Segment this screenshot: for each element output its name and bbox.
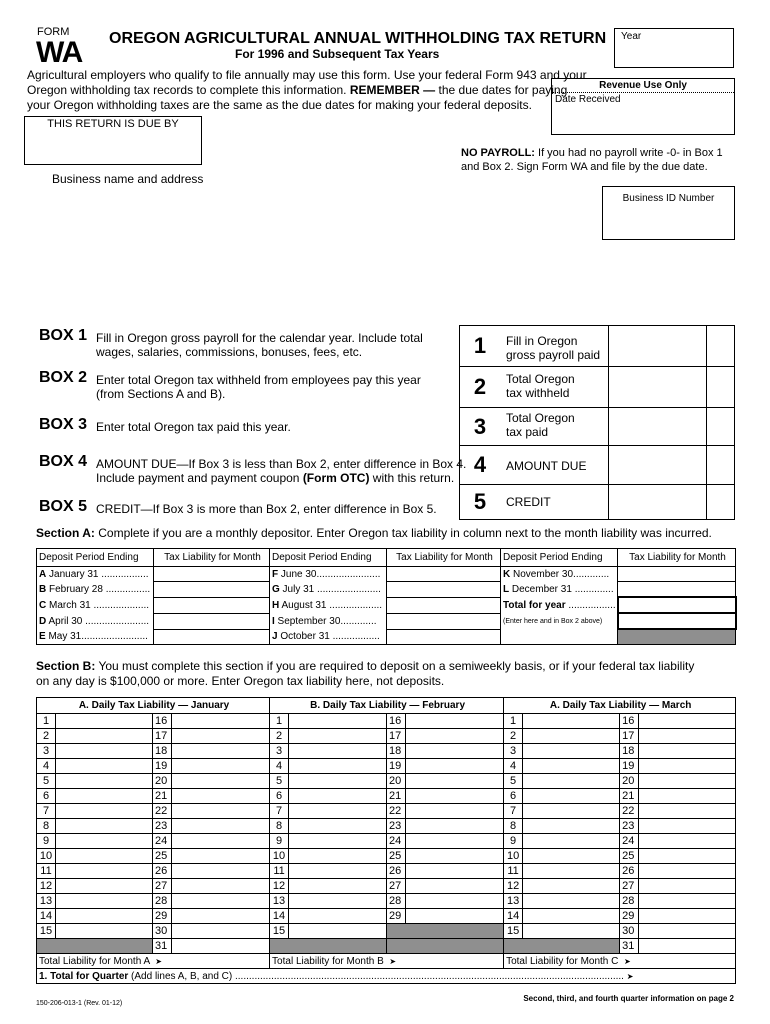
sb-feb-day-num: 29 [387,909,406,924]
sb-feb-day-num: 21 [387,789,406,804]
sb-feb-day-num: 19 [387,759,406,774]
sb-jan-day-field[interactable] [172,909,270,924]
sb-feb-day-num: 5 [270,774,289,789]
sa-shaded [618,629,736,645]
sa-liab-b[interactable] [154,582,270,598]
sb-feb-day-num: 6 [270,789,289,804]
sb-jan-day-num: 12 [37,879,56,894]
sb-jan-day-num: 19 [153,759,172,774]
sb-jan-day-num: 26 [153,864,172,879]
sb-mar-day-field[interactable] [639,819,736,834]
sb-jan-day-num: 8 [37,819,56,834]
sb-mar-day-field[interactable] [639,879,736,894]
sb-jan-day-field[interactable] [56,834,153,849]
sb-mar-day-field[interactable] [639,774,736,789]
sa-liab-j[interactable] [387,629,501,645]
page-2-note: Second, third, and fourth quarter information on page 2 [523,994,734,1003]
sb-feb-day-num: 20 [387,774,406,789]
sb-feb-shaded [387,939,504,954]
form-subtitle: For 1996 and Subsequent Tax Years [235,47,440,61]
sb-jan-day-num: 14 [37,909,56,924]
sb-feb-day-num: 9 [270,834,289,849]
box1-number: 1 [473,333,487,358]
box4-field[interactable] [459,445,735,485]
sa-h-period-2: Deposit Period Ending [270,549,387,567]
section-a-text: Complete if you are a monthly depositor. Enter Oregon tax liability in column next to the month liability was incurred. [94,526,712,540]
sa-liab-g[interactable] [387,582,501,598]
intro-line-1: Agricultural employers who qualify to file annually may use this form. Use your federal Form 943 and your [27,68,587,82]
sb-mar-day-field[interactable] [639,849,736,864]
box3-label: BOX 3 [39,416,88,433]
revenue-use-box [551,78,735,135]
sb-quarter-total[interactable]: 1. Total for Quarter (Add lines A, B, and C) ............................................................................................................................................ ➤ [37,969,736,984]
sb-feb-day-num: 17 [387,729,406,744]
sb-jan-day-num: 5 [37,774,56,789]
sb-jan-day-num: 18 [153,744,172,759]
revenue-use-title: Revenue Use Only [599,80,687,91]
sa-total-year-field-2[interactable] [618,613,736,629]
sb-feb-day-num: 18 [387,744,406,759]
sb-feb-day-num: 28 [387,894,406,909]
sb-feb-day-field[interactable] [289,759,387,774]
sb-mar-day-num: 23 [620,819,639,834]
business-id-field[interactable] [602,186,735,240]
box4-number: 4 [473,452,487,477]
sa-period-k: K November 30............. [501,567,618,582]
sb-mar-day-num: 16 [620,714,639,729]
sb-jan-day-num: 25 [153,849,172,864]
sb-feb-day-num: 15 [270,924,289,939]
sb-feb-day-field[interactable] [289,819,387,834]
sb-jan-day-field[interactable] [172,879,270,894]
box3-number: 3 [473,413,487,439]
sb-feb-day-field[interactable] [406,879,504,894]
sb-jan-day-field[interactable] [172,834,270,849]
sb-mar-day-field[interactable] [523,789,620,804]
sa-enter-note: (Enter here and in Box 2 above) [501,613,618,629]
sb-jan-day-field[interactable] [172,894,270,909]
sa-liab-f[interactable] [387,567,501,582]
sb-mar-day-num: 19 [620,759,639,774]
sb-mar-day-num: 26 [620,864,639,879]
sb-mar-day-field[interactable] [523,834,620,849]
sb-jan-day-num: 3 [37,744,56,759]
sb-feb-day-field[interactable] [406,864,504,879]
due-date-field[interactable] [24,116,202,165]
sb-feb-day-num: 16 [387,714,406,729]
sb-feb-day-field[interactable] [289,789,387,804]
sb-feb-shaded [387,924,504,939]
sb-feb-day-field[interactable] [406,714,504,729]
sa-h-liab-2: Tax Liability for Month [387,549,501,567]
sb-total-c[interactable]: Total Liability for Month C ➤ [504,954,736,969]
sb-mar-day-num: 8 [504,819,523,834]
sb-jan-day-num: 10 [37,849,56,864]
sb-feb-day-num: 4 [270,759,289,774]
sb-mar-day-num: 3 [504,744,523,759]
due-label: THIS RETURN IS DUE BY [47,118,179,130]
sa-liab-h[interactable] [387,597,501,613]
sb-mar-day-field[interactable] [639,939,736,954]
sb-mar-shaded [504,939,620,954]
sb-jan-day-field[interactable] [172,924,270,939]
sb-jan-day-field[interactable] [56,894,153,909]
sb-feb-day-field[interactable] [406,819,504,834]
sb-feb-day-num: 13 [270,894,289,909]
sb-jan-day-field[interactable] [56,714,153,729]
sb-feb-day-field[interactable] [289,909,387,924]
box1-label: BOX 1 [39,327,88,344]
intro-line-2a: Oregon withholding tax records to complete this information. [27,83,350,97]
sb-feb-day-num: 3 [270,744,289,759]
sb-jan-day-num: 2 [37,729,56,744]
sa-period-j: J October 31 ................. [270,629,387,645]
sb-mar-day-field[interactable] [523,864,620,879]
sb-mar-day-num: 14 [504,909,523,924]
box5-number: 5 [473,489,487,514]
box1-field-label: Fill in Oregon gross payroll paid [506,334,601,362]
sb-feb-day-num: 24 [387,834,406,849]
sb-feb-day-num: 27 [387,879,406,894]
sa-period-g: G July 31 ....................... [270,582,387,598]
sb-feb-day-field[interactable] [406,804,504,819]
sb-mar-day-field[interactable] [523,804,620,819]
sa-liab-a[interactable] [154,567,270,582]
box3-desc: Enter total Oregon tax paid this year. [96,420,291,434]
sb-mar-day-num: 30 [620,924,639,939]
sa-liab-d[interactable] [154,613,270,629]
sa-period-d: D April 30 ....................... [37,613,154,629]
sb-jan-day-num: 22 [153,804,172,819]
sb-feb-day-field[interactable] [406,759,504,774]
sb-mar-day-field[interactable] [639,789,736,804]
box5-desc: CREDIT—If Box 3 is more than Box 2, enter difference in Box 5. [96,502,437,516]
year-field[interactable] [614,28,734,68]
sa-liab-k[interactable] [618,567,736,582]
box4-desc: AMOUNT DUE—If Box 3 is less than Box 2, enter difference in Box 4. Include payment and payment coupon (Form OTC) with this return. [96,457,467,485]
sb-feb-day-field[interactable] [289,774,387,789]
section-b-text2: on any day is $100,000 or more. Enter Oregon tax liability here, not deposits. [36,674,445,688]
sb-h-jan: A. Daily Tax Liability — January [37,698,270,714]
sb-feb-day-num: 22 [387,804,406,819]
sa-blank [501,629,618,645]
box2-field[interactable] [459,366,735,408]
sb-jan-day-field[interactable] [56,744,153,759]
sb-mar-day-field[interactable] [639,924,736,939]
sa-liab-c[interactable] [154,597,270,613]
sb-mar-day-num: 18 [620,744,639,759]
sb-h-feb: B. Daily Tax Liability — February [270,698,504,714]
sb-mar-day-num: 28 [620,894,639,909]
section-a-heading [36,526,712,540]
sb-jan-day-field[interactable] [172,864,270,879]
sb-mar-day-num: 13 [504,894,523,909]
section-b-text1: You must complete this section if you are required to deposit on a semiweekly basis, or if your federal tax liability [95,659,695,673]
sb-jan-day-num: 29 [153,909,172,924]
sa-h-liab-3: Tax Liability for Month [618,549,736,567]
sb-mar-day-num: 25 [620,849,639,864]
sb-feb-day-field[interactable] [289,804,387,819]
sb-jan-day-field[interactable] [172,819,270,834]
sb-mar-day-field[interactable] [523,819,620,834]
sb-mar-day-field[interactable] [639,894,736,909]
sb-mar-day-field[interactable] [523,714,620,729]
sb-mar-day-field[interactable] [523,849,620,864]
sb-mar-day-num: 21 [620,789,639,804]
sb-feb-day-field[interactable] [289,879,387,894]
sb-jan-day-num: 13 [37,894,56,909]
sb-jan-day-field[interactable] [56,804,153,819]
sb-jan-day-field[interactable] [56,909,153,924]
sb-mar-day-field[interactable] [523,879,620,894]
sb-mar-day-field[interactable] [523,909,620,924]
sb-mar-day-num: 10 [504,849,523,864]
sb-feb-day-num: 1 [270,714,289,729]
sb-feb-day-num: 14 [270,909,289,924]
sa-period-i: I September 30............. [270,613,387,629]
box2-number: 2 [473,374,487,399]
sb-mar-day-num: 24 [620,834,639,849]
sb-feb-day-field[interactable] [406,909,504,924]
section-a-title: Section A: [36,526,95,540]
sb-jan-day-num: 6 [37,789,56,804]
box1-desc: Fill in Oregon gross payroll for the calendar year. Include total wages, salaries, commissions, bonuses, fees, etc. [96,331,423,359]
sb-jan-day-field[interactable] [172,774,270,789]
sb-jan-day-num: 28 [153,894,172,909]
sb-feb-day-field[interactable] [406,774,504,789]
sb-feb-day-field[interactable] [289,849,387,864]
sb-mar-day-field[interactable] [523,744,620,759]
sb-feb-day-field[interactable] [289,744,387,759]
sb-mar-day-num: 12 [504,879,523,894]
sb-jan-day-field[interactable] [56,864,153,879]
sb-jan-day-num: 27 [153,879,172,894]
sb-jan-day-field[interactable] [172,849,270,864]
sb-feb-day-field[interactable] [289,924,387,939]
sb-mar-day-field[interactable] [639,714,736,729]
sb-feb-day-field[interactable] [406,849,504,864]
sb-feb-day-field[interactable] [289,729,387,744]
no-payroll-bold: NO PAYROLL: [461,147,535,159]
form-code-footer: 150-206-013-1 (Rev. 01-12) [36,1000,123,1007]
sb-jan-day-num: 17 [153,729,172,744]
sb-jan-day-num: 4 [37,759,56,774]
sb-jan-day-field[interactable] [56,774,153,789]
box3-field[interactable] [459,407,735,446]
sb-jan-day-field[interactable] [56,729,153,744]
sb-feb-day-field[interactable] [406,729,504,744]
sb-total-a[interactable]: Total Liability for Month A ➤ [37,954,270,969]
sb-feb-shaded [270,939,387,954]
sb-mar-day-num: 20 [620,774,639,789]
sb-mar-day-num: 31 [620,939,639,954]
sb-mar-day-num: 2 [504,729,523,744]
sa-period-b: B February 28 ................ [37,582,154,598]
sb-h-mar: A. Daily Tax Liability — March [504,698,736,714]
box1-field[interactable] [459,325,735,367]
sb-jan-day-num: 21 [153,789,172,804]
sa-h-period-3: Deposit Period Ending [501,549,618,567]
sb-mar-day-num: 5 [504,774,523,789]
box5-label: BOX 5 [39,498,88,515]
sa-h-period-1: Deposit Period Ending [37,549,154,567]
sb-jan-day-field[interactable] [56,849,153,864]
sb-feb-day-num: 23 [387,819,406,834]
form-code: WA [36,36,83,69]
sb-mar-day-field[interactable] [523,729,620,744]
sb-feb-day-field[interactable] [289,834,387,849]
sa-liab-i[interactable] [387,613,501,629]
sb-jan-day-field[interactable] [172,714,270,729]
sb-jan-day-field[interactable] [172,804,270,819]
sa-liab-l[interactable] [618,582,736,598]
intro-line-2c: the due dates for paying [435,83,568,97]
sb-feb-day-field[interactable] [406,744,504,759]
sb-mar-day-field[interactable] [639,759,736,774]
sb-feb-day-num: 12 [270,879,289,894]
sb-jan-day-field[interactable] [56,819,153,834]
sb-jan-day-num: 15 [37,924,56,939]
section-b-title: Section B: [36,659,96,673]
sa-total-year-field[interactable] [618,597,736,613]
sb-feb-day-field[interactable] [289,894,387,909]
sb-feb-day-field[interactable] [289,714,387,729]
sa-period-c: C March 31 .................... [37,597,154,613]
sb-mar-day-num: 11 [504,864,523,879]
business-name-label: Business name and address [52,172,204,186]
intro-line-3: your Oregon withholding taxes are the same as the due dates for making your federal deposits. [27,98,532,112]
sa-period-f: F June 30....................... [270,567,387,582]
sb-jan-day-num: 11 [37,864,56,879]
sb-mar-day-num: 4 [504,759,523,774]
sa-liab-e[interactable] [154,629,270,645]
sa-h-liab-1: Tax Liability for Month [154,549,270,567]
sb-mar-day-field[interactable] [639,744,736,759]
sb-total-b[interactable]: Total Liability for Month B ➤ [270,954,504,969]
sb-mar-day-field[interactable] [523,774,620,789]
box2-label: BOX 2 [39,369,88,386]
no-payroll-text2: and Box 2. Sign Form WA and file by the due date. [461,161,708,173]
box4-field-label: AMOUNT DUE [506,459,587,473]
section-a-table [36,548,737,645]
sb-jan-day-num: 1 [37,714,56,729]
sb-jan-day-num: 23 [153,819,172,834]
sb-feb-day-num: 25 [387,849,406,864]
sb-mar-day-num: 15 [504,924,523,939]
sb-mar-day-num: 22 [620,804,639,819]
business-id-label: Business ID Number [622,193,715,204]
sb-mar-day-num: 27 [620,879,639,894]
sb-feb-day-num: 11 [270,864,289,879]
sb-feb-day-field[interactable] [289,864,387,879]
sb-jan-day-num: 20 [153,774,172,789]
intro-remember: REMEMBER — [349,83,436,97]
sb-jan-day-field[interactable] [172,729,270,744]
sb-feb-day-num: 10 [270,849,289,864]
sb-mar-day-num: 29 [620,909,639,924]
sb-jan-day-num: 7 [37,804,56,819]
sb-mar-day-num: 7 [504,804,523,819]
sa-period-a: A January 31 ................. [37,567,154,582]
sb-jan-day-num: 24 [153,834,172,849]
sb-feb-day-num: 8 [270,819,289,834]
sb-jan-day-field[interactable] [56,789,153,804]
sb-feb-day-field[interactable] [406,894,504,909]
sb-mar-day-field[interactable] [639,834,736,849]
sb-feb-day-field[interactable] [406,834,504,849]
box2-field-label: Total Oregon tax withheld [506,372,575,400]
sb-jan-day-field[interactable] [172,939,270,954]
sb-mar-day-field[interactable] [523,894,620,909]
sb-feb-day-num: 26 [387,864,406,879]
sb-mar-day-field[interactable] [639,804,736,819]
sb-mar-day-num: 1 [504,714,523,729]
year-label: Year [621,31,642,42]
sb-jan-day-num: 9 [37,834,56,849]
sb-mar-day-field[interactable] [639,909,736,924]
box5-field[interactable] [459,484,735,520]
sb-jan-day-field[interactable] [56,759,153,774]
box2-desc: Enter total Oregon tax withheld from employees pay this year (from Sections A and B). [96,373,421,401]
sb-feb-day-num: 7 [270,804,289,819]
sa-period-e: E May 31........................ [37,629,154,645]
box3-field-label: Total Oregon tax paid [506,411,575,439]
form-title: OREGON AGRICULTURAL ANNUAL WITHHOLDING TAX RETURN [109,30,607,47]
box5-field-label: CREDIT [506,495,551,509]
no-payroll-note [461,146,723,174]
intro-line-2 [27,83,587,98]
sb-jan-day-field[interactable] [56,924,153,939]
sb-mar-day-field[interactable] [523,924,620,939]
sb-jan-day-num: 31 [153,939,172,954]
sb-jan-day-field[interactable] [172,759,270,774]
intro-text [27,68,587,113]
sb-mar-day-num: 9 [504,834,523,849]
box4-label: BOX 4 [39,453,88,470]
sb-mar-day-num: 6 [504,789,523,804]
sb-jan-shaded [37,939,153,954]
sb-jan-day-field[interactable] [56,879,153,894]
sb-feb-day-num: 2 [270,729,289,744]
sb-jan-day-num: 16 [153,714,172,729]
sa-period-h: H August 31 ................... [270,597,387,613]
sa-period-l: L December 31 .............. [501,582,618,598]
sb-mar-day-field[interactable] [523,759,620,774]
sb-mar-day-field[interactable] [639,729,736,744]
date-received-label: Date Received [555,94,621,105]
sb-mar-day-field[interactable] [639,864,736,879]
sb-mar-day-num: 17 [620,729,639,744]
sb-jan-day-num: 30 [153,924,172,939]
sb-jan-day-field[interactable] [172,744,270,759]
sb-jan-day-field[interactable] [172,789,270,804]
sb-feb-day-field[interactable] [406,789,504,804]
sa-total-year-label: Total for year ................. [501,597,618,613]
form-label: FORM [37,26,70,38]
section-b-table [36,697,736,984]
no-payroll-text1: If you had no payroll write -0- in Box 1 [534,147,723,159]
section-b-heading [36,659,694,689]
